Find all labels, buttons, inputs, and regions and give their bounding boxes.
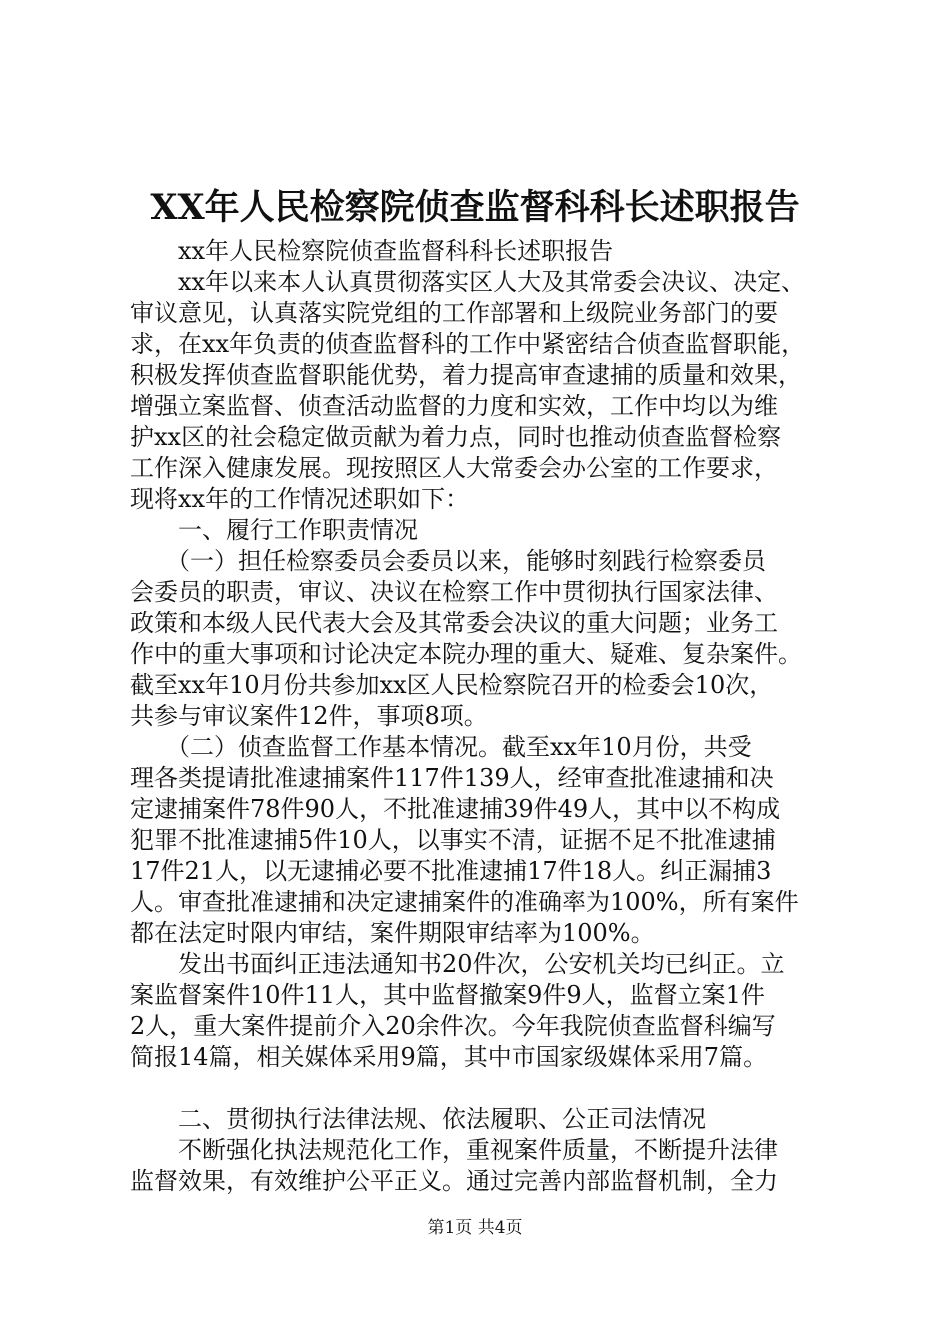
body-line: 理各类提请批准逮捕案件117件139人，经审查批准逮捕和决 bbox=[130, 764, 774, 792]
body-line: 截至xx年10月份共参加xx区人民检察院召开的检委会10次， bbox=[130, 671, 774, 699]
body-line: 监督效果，有效维护公平正义。通过完善内部监督机制，全力 bbox=[130, 1167, 778, 1195]
body-line: 犯罪不批准逮捕5件10人，以事实不清，证据不足不批准逮捕 bbox=[130, 826, 776, 854]
body-line: （二）侦查监督工作基本情况。截至xx年10月份，共受 bbox=[130, 733, 752, 761]
body-line: 都在法定时限内审结，案件期限审结率为100%。 bbox=[130, 919, 655, 947]
body-line: 审议意见，认真落实院党组的工作部署和上级院业务部门的要 bbox=[130, 299, 778, 327]
body-line: 工作深入健康发展。现按照区人大常委会办公室的工作要求， bbox=[130, 454, 778, 482]
body-line: 简报14篇，相关媒体采用9篇，其中市国家级媒体采用7篇。 bbox=[130, 1043, 768, 1071]
page-number: 第1页 共4页 bbox=[427, 1218, 523, 1238]
section-heading: 一、履行工作职责情况 bbox=[130, 516, 418, 544]
blank-line bbox=[130, 1073, 830, 1104]
body-line: 护xx区的社会稳定做贡献为着力点，同时也推动侦查监督检察 bbox=[130, 423, 782, 451]
body-line: 政策和本级人民代表大会及其常委会决议的重大问题；业务工 bbox=[130, 609, 778, 637]
document-title: XX年人民检察院侦查监督科科长述职报告 bbox=[150, 187, 800, 228]
body-line: 案监督案件10件11人，其中监督撤案9件9人，监督立案1件 bbox=[130, 981, 765, 1009]
body-line: xx年人民检察院侦查监督科科长述职报告 bbox=[130, 237, 614, 265]
body-line: （一）担任检察委员会委员以来，能够时刻践行检察委员 bbox=[130, 547, 766, 575]
body-line: 积极发挥侦查监督职能优势，着力提高审查逮捕的质量和效果， bbox=[130, 361, 802, 389]
document-body bbox=[130, 236, 830, 1197]
body-line: 增强立案监督、侦查活动监督的力度和实效，工作中均以为维 bbox=[130, 392, 778, 420]
body-line: 共参与审议案件12件，事项8项。 bbox=[130, 702, 488, 730]
body-line: 现将xx年的工作情况述职如下： bbox=[130, 485, 470, 513]
body-line: 会委员的职责，审议、决议在检察工作中贯彻执行国家法律、 bbox=[130, 578, 778, 606]
body-line: 发出书面纠正违法通知书20件次，公安机关均已纠正。立 bbox=[130, 950, 785, 978]
body-line: 17件21人，以无逮捕必要不批准逮捕17件18人。纠正漏捕3 bbox=[130, 857, 772, 885]
body-line: 人。审查批准逮捕和决定逮捕案件的准确率为100%，所有案件 bbox=[130, 888, 799, 916]
section-heading: 二、贯彻执行法律法规、依法履职、公正司法情况 bbox=[130, 1105, 706, 1133]
body-line: 不断强化执法规范化工作，重视案件质量，不断提升法律 bbox=[130, 1136, 778, 1164]
body-line: 定逮捕案件78件90人，不批准逮捕39件49人，其中以不构成 bbox=[130, 795, 781, 823]
body-line: xx年以来本人认真贯彻落实区人大及其常委会决议、决定、 bbox=[130, 268, 806, 296]
body-line: 作中的重大事项和讨论决定本院办理的重大、疑难、复杂案件。 bbox=[130, 640, 802, 668]
body-line: 2人，重大案件提前介入20余件次。今年我院侦查监督科编写 bbox=[130, 1012, 776, 1040]
body-line: 求，在xx年负责的侦查监督科的工作中紧密结合侦查监督职能， bbox=[130, 330, 806, 358]
